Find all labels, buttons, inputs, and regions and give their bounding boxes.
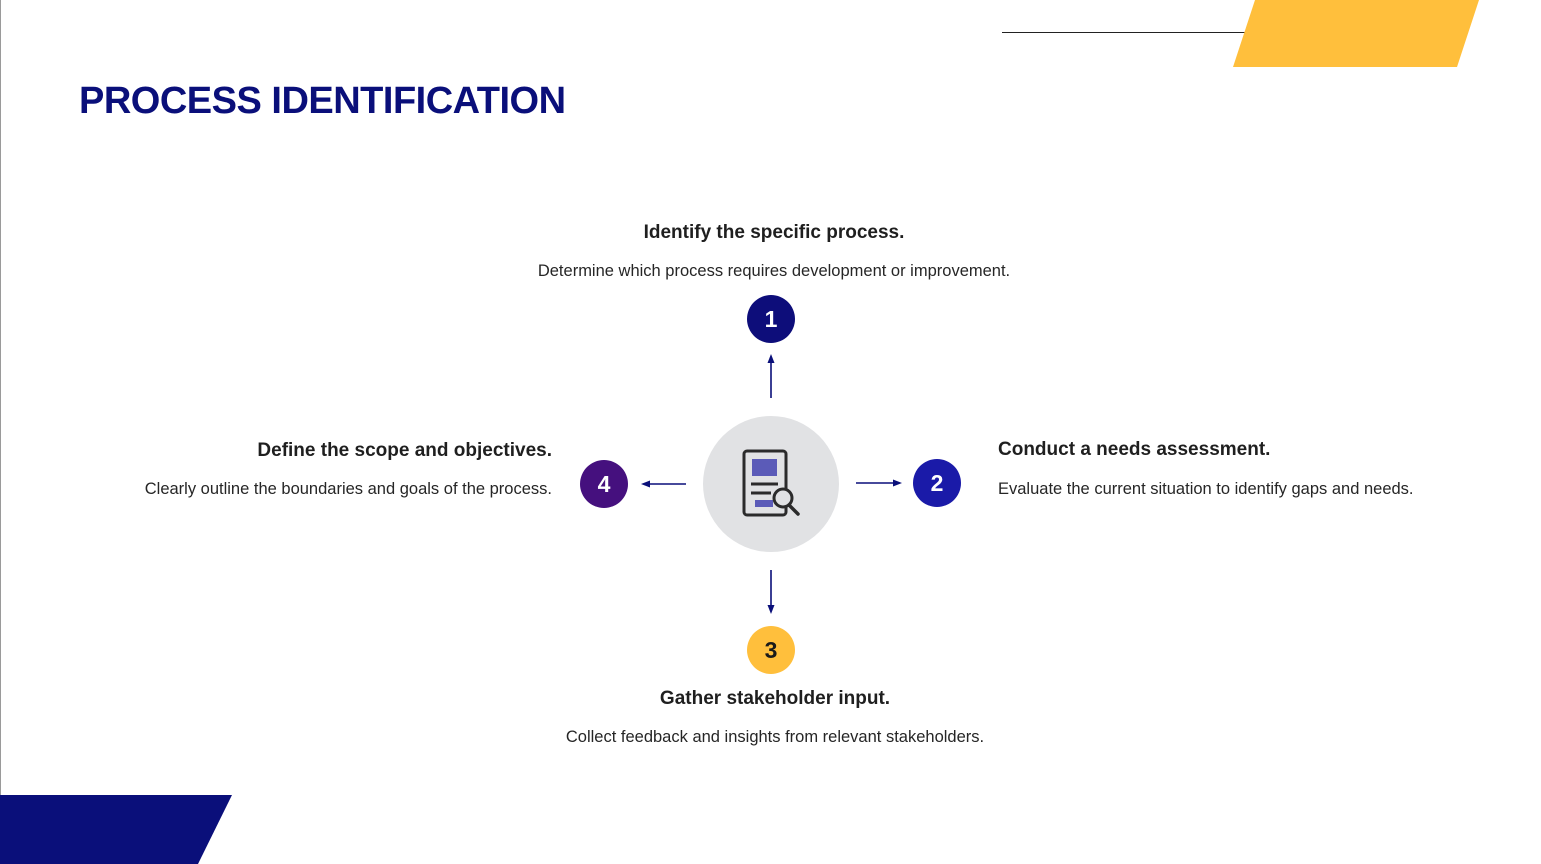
central-hub	[703, 416, 839, 552]
slide-title: PROCESS IDENTIFICATION	[79, 80, 566, 122]
step-1-heading: Identify the specific process.	[643, 222, 905, 243]
step-3-heading: Gather stakeholder input.	[659, 688, 891, 709]
step-1-description: Determine which process requires development or improvement.	[537, 262, 1011, 280]
document-search-icon	[741, 448, 803, 520]
arrow-to-step-3	[768, 570, 775, 614]
top-right-accent-shape	[1233, 0, 1479, 67]
arrow-to-step-2	[856, 480, 902, 487]
step-4-description: Clearly outline the boundaries and goals of the process.	[144, 480, 552, 498]
step-4-heading: Define the scope and objectives.	[257, 440, 552, 461]
step-2-heading: Conduct a needs assessment.	[998, 439, 1271, 460]
step-3-description: Collect feedback and insights from relevant stakeholders.	[565, 728, 985, 746]
slide-left-edge	[0, 0, 1, 864]
step-3-badge: 3	[747, 626, 795, 674]
step-4-badge: 4	[580, 460, 628, 508]
step-2-description: Evaluate the current situation to identify gaps and needs.	[998, 480, 1414, 498]
arrow-to-step-4	[641, 481, 686, 488]
step-2-badge: 2	[913, 459, 961, 507]
step-1-badge: 1	[747, 295, 795, 343]
arrow-to-step-1	[768, 354, 775, 398]
bottom-left-accent-shape	[0, 795, 232, 864]
